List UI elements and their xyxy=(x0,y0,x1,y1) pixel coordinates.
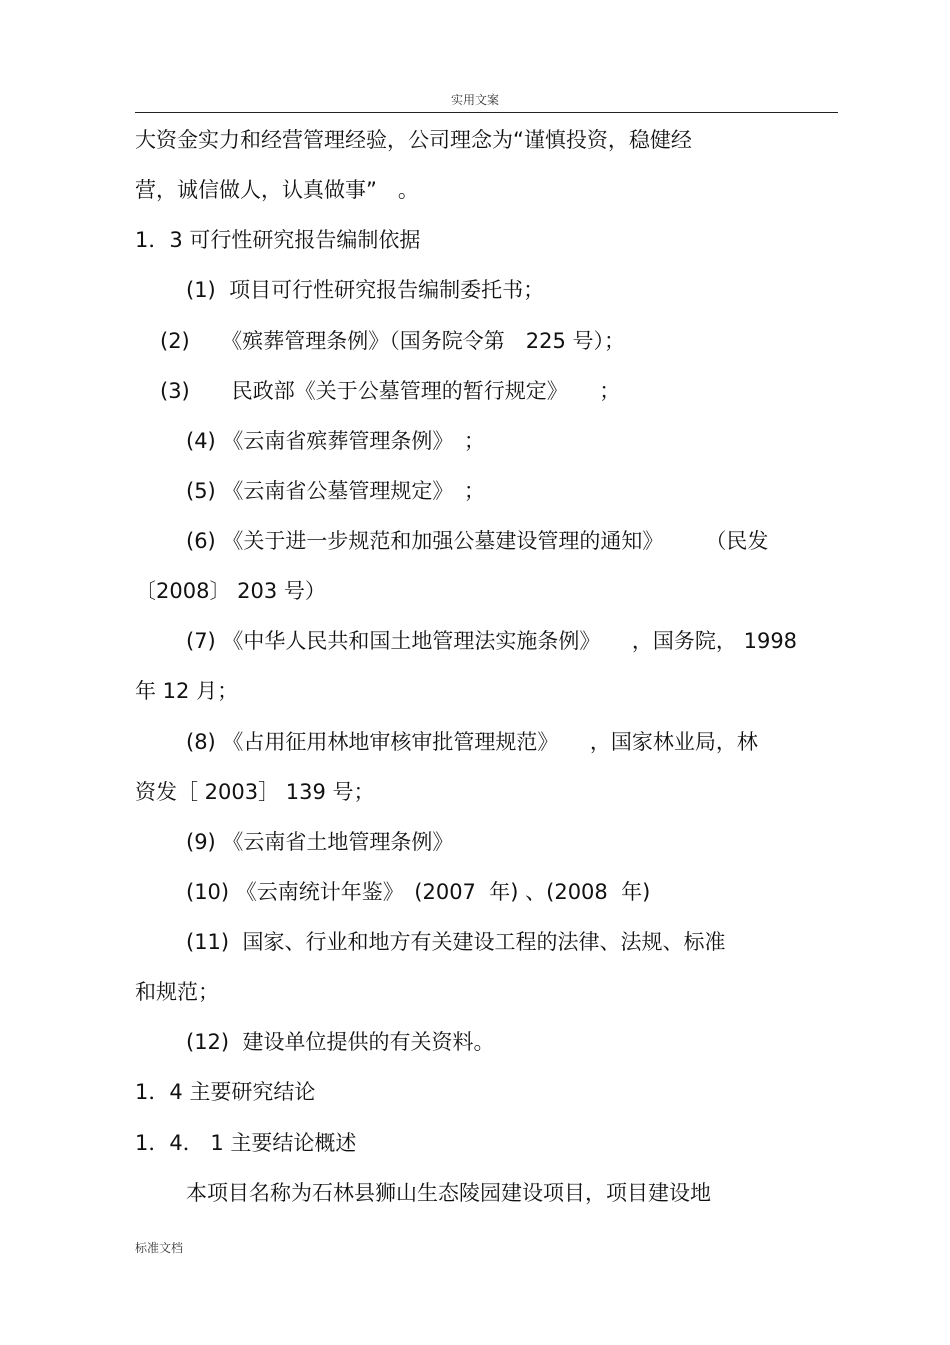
list-item-continuation: 和规范； xyxy=(135,980,219,1004)
list-item: (10) 《云南统计年鉴》 (2007 年) 、(2008 年) xyxy=(186,880,651,904)
list-item: (5) 《云南省公墓管理规定》 ； xyxy=(186,479,485,503)
list-item: (11) 国家、行业和地方有关建设工程的法律、法规、标准 xyxy=(186,930,726,954)
list-item-continuation: 资发［ 2003］ 139 号； xyxy=(135,780,375,804)
page-header: 实用文案 xyxy=(450,93,499,107)
list-item-continuation: 年 12 月； xyxy=(135,679,239,703)
section-heading: 1．4 主要研究结论 xyxy=(135,1080,316,1104)
page-footer: 标准文档 xyxy=(135,1241,184,1255)
list-item: (9) 《云南省土地管理条例》 xyxy=(186,830,454,854)
list-item: (12) 建设单位提供的有关资料。 xyxy=(186,1030,495,1054)
list-item: (7) 《中华人民共和国土地管理法实施条例》 ，国务院， 1998 xyxy=(186,629,798,653)
section-heading: 1．3 可行性研究报告编制依据 xyxy=(135,228,421,252)
list-item: (8) 《占用征用林地审核审批管理规范》 ，国家林业局，林 xyxy=(186,730,758,754)
list-item: (2) 《殡葬管理条例》（国务院令第 225 号）； xyxy=(160,329,626,353)
body-line: 营，诚信做人，认真做事” 。 xyxy=(135,178,419,202)
list-item: (4) 《云南省殡葬管理条例》 ； xyxy=(186,429,485,453)
list-item: (6) 《关于进一步规范和加强公墓建设管理的通知》 （民发 xyxy=(186,529,769,553)
list-item-continuation: 〔2008〕 203 号） xyxy=(135,579,326,603)
header-rule xyxy=(135,112,838,113)
subsection-heading: 1．4． 1 主要结论概述 xyxy=(135,1131,357,1155)
body-line: 大资金实力和经营管理经验，公司理念为“谨慎投资，稳健经 xyxy=(135,128,692,152)
list-item: (3) 民政部《关于公墓管理的暂行规定》 ； xyxy=(160,379,621,403)
list-item: (1) 项目可行性研究报告编制委托书； xyxy=(186,278,545,302)
body-line: 本项目名称为石林县狮山生态陵园建设项目，项目建设地 xyxy=(186,1181,711,1205)
